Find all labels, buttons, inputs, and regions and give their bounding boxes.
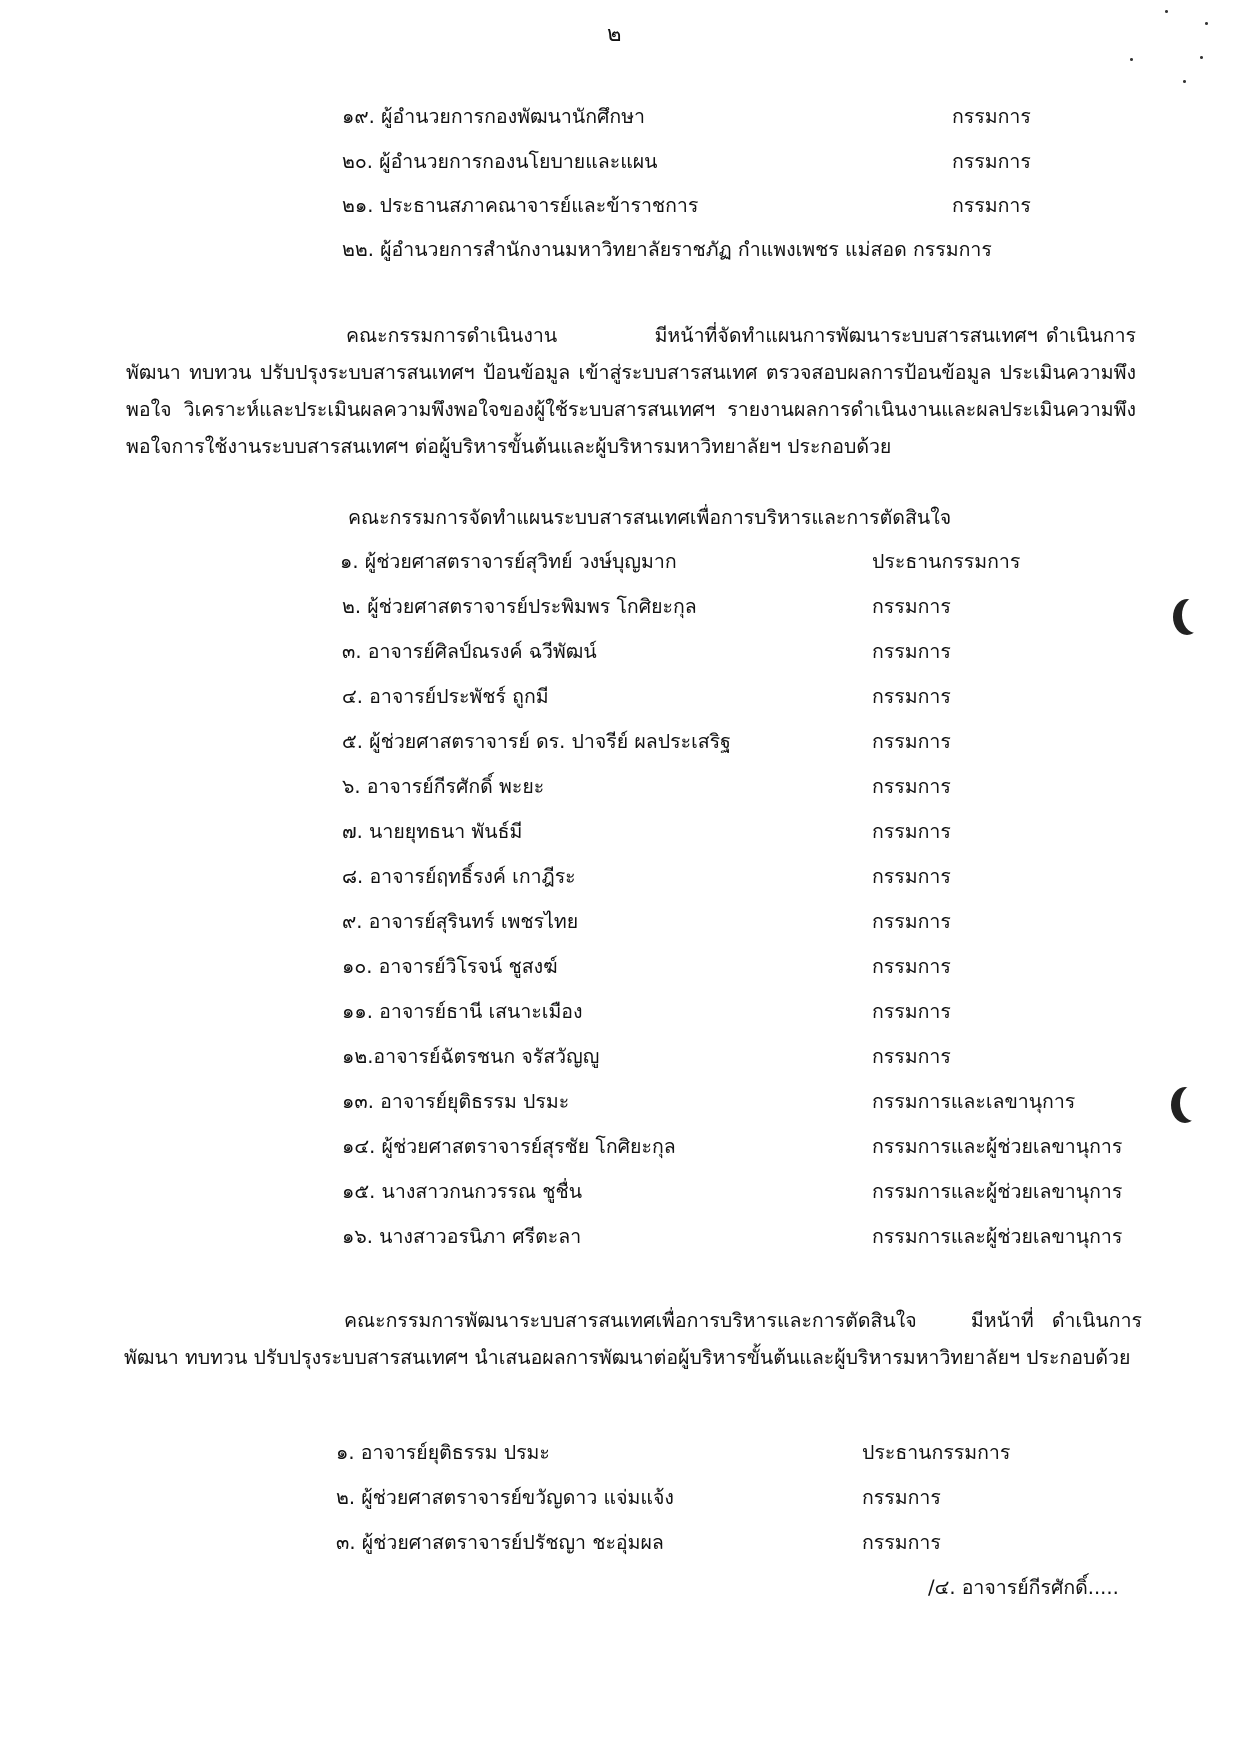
list-item: ๑๐. อาจารย์วิโรจน์ ชูสงฆ์ [342,955,558,978]
list-item: ๑๙. ผู้อำนวยการกองพัฒนานักศึกษา [342,105,645,128]
list-item-role: กรรมการ [872,1000,951,1023]
operations-committee-text: มีหน้าที่จัดทำแผนการพัฒนาระบบสารสนเทศฯ ดำเนินการพัฒนา ทบทวน ปรับปรุงระบบสารสนเทศฯ ป้อนข้อมูล เข้าสู่ระบบสารสนเทศ ตรวจสอบผลการป้อนข้อมูล ประเมินความพึงพอใจ วิเคราะห์และประเมินผลความพึงพอใจของผู้ใช้ระบบสารสนเทศฯ รายงานผลการดำเนินงานและผลประเมินความพึงพอใจการใช้งานระบบสารสนเทศฯ ต่อผู้บริหารขั้นต้นและผู้บริหารมหาวิทยาลัยฯ ประกอบด้วย [126,324,1136,458]
scan-speck [1183,80,1186,83]
list-item-role: กรรมการ [952,150,1031,173]
scan-speck [1165,10,1168,13]
scan-speck [1200,56,1203,59]
list-item-role: กรรมการและผู้ช่วยเลขานุการ [872,1180,1123,1203]
list-item-role: กรรมการ [872,775,951,798]
continuation-note: /๔. อาจารย์กีรศักดิ์..... [928,1576,1119,1599]
list-item-role: ประธานกรรมการ [862,1441,1011,1464]
list-item: ๙. อาจารย์สุรินทร์ เพชรไทย [342,910,579,933]
list-item-role: กรรมการ [872,685,951,708]
list-item: ๒๒. ผู้อำนวยการสำนักงานมหาวิทยาลัยราชภัฏ กำแพงเพชร แม่สอด กรรมการ [342,238,992,261]
list-item: ๒. ผู้ช่วยศาสตราจารย์ขวัญดาว แจ่มแจ้ง [336,1486,674,1509]
development-committee-text: มีหน้าที่ ดำเนินการพัฒนา ทบทวน ปรับปรุงระบบสารสนเทศฯ นำเสนอผลการพัฒนาต่อผู้บริหารขั้นต้นและผู้บริหารมหาวิทยาลัยฯ ประกอบด้วย [124,1309,1142,1369]
punch-hole-mark [1182,597,1210,633]
list-item-role: กรรมการและเลขานุการ [872,1090,1076,1113]
list-item: ๑. อาจารย์ยุติธรรม ปรมะ [336,1441,550,1464]
development-committee-paragraph [124,1302,1142,1376]
list-item-role: กรรมการ [872,820,951,843]
development-committee-heading: คณะกรรมการพัฒนาระบบสารสนเทศเพื่อการบริหารและการตัดสินใจ [344,1309,917,1332]
list-item-role: กรรมการ [952,194,1031,217]
list-item: ๘. อาจารย์ฤทธิ์รงค์ เกาฎีระ [342,865,576,888]
list-item-role: กรรมการ [872,640,951,663]
punch-hole-mark [1180,1085,1208,1121]
list-item: ๑๕. นางสาวกนกวรรณ ชูชื่น [342,1180,583,1203]
scan-speck [1130,58,1133,61]
list-item-role: กรรมการ [862,1531,941,1554]
list-item: ๑๓. อาจารย์ยุติธรรม ปรมะ [342,1090,570,1113]
list-item: ๑๖. นางสาวอรนิภา ศรีตะลา [342,1225,582,1248]
list-item: ๒. ผู้ช่วยศาสตราจารย์ประพิมพร โกศิยะกุล [342,595,697,618]
operations-committee-paragraph [126,317,1136,465]
list-item-role: กรรมการ [872,910,951,933]
list-item-role: กรรมการ [872,1045,951,1068]
list-item-role: กรรมการ [862,1486,941,1509]
list-item: ๑๔. ผู้ช่วยศาสตราจารย์สุรชัย โกศิยะกุล [342,1135,676,1158]
list-item: ๓. ผู้ช่วยศาสตราจารย์ปรัชญา ชะอุ่มผล [336,1531,664,1554]
list-item: ๒๑. ประธานสภาคณาจารย์และข้าราชการ [342,194,699,217]
list-item-role: กรรมการ [872,595,951,618]
list-item: ๑๒.อาจารย์ฉัตรชนก จรัสวัญญู [342,1045,600,1068]
list-item-role: กรรมการ [872,730,951,753]
scan-speck [1205,22,1208,25]
list-item: ๕. ผู้ช่วยศาสตราจารย์ ดร. ปาจรีย์ ผลประเสริฐ [342,730,731,753]
list-item: ๑. ผู้ช่วยศาสตราจารย์สุวิทย์ วงษ์บุญมาก [340,550,677,573]
page-number: ๒ [607,22,622,47]
list-item: ๗. นายยุทธนา พันธ์มี [342,820,523,843]
list-item: ๓. อาจารย์ศิลป์ณรงค์ ฉวีพัฒน์ [342,640,597,663]
list-item-role: กรรมการ [952,105,1031,128]
list-item-role: กรรมการและผู้ช่วยเลขานุการ [872,1135,1123,1158]
list-item-role: กรรมการ [872,955,951,978]
list-item: ๔. อาจารย์ประพัชร์ ถูกมี [342,685,549,708]
list-item: ๖. อาจารย์กีรศักดิ์ พะยะ [342,775,545,798]
list-item-role: กรรมการ [872,865,951,888]
operations-committee-heading: คณะกรรมการดำเนินงาน [346,324,558,347]
list-item-role: กรรมการและผู้ช่วยเลขานุการ [872,1225,1123,1248]
plan-committee-subheading: คณะกรรมการจัดทำแผนระบบสารสนเทศเพื่อการบริหารและการตัดสินใจ [348,506,952,529]
list-item-role: ประธานกรรมการ [872,550,1021,573]
list-item: ๒๐. ผู้อำนวยการกองนโยบายและแผน [342,150,658,173]
list-item: ๑๑. อาจารย์ธานี เสนาะเมือง [342,1000,583,1023]
